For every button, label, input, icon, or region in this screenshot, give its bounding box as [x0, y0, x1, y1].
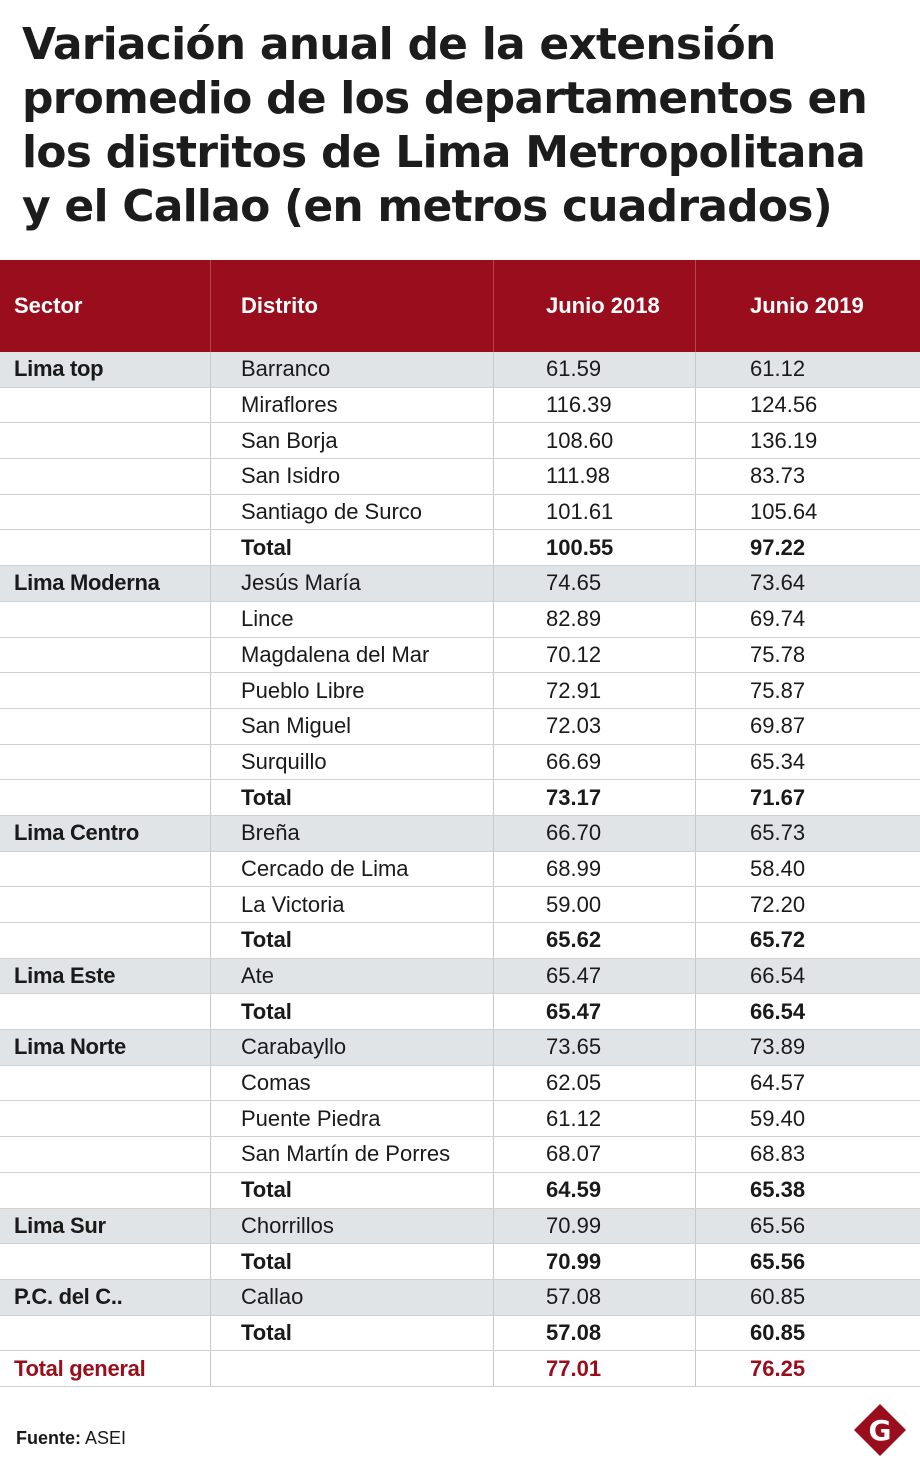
value-2019-cell: 75.78 [695, 638, 920, 673]
value-2018-cell: 70.99 [493, 1209, 695, 1244]
sector-cell [0, 638, 210, 673]
value-2019-cell: 66.54 [695, 959, 920, 994]
sector-cell [0, 923, 210, 958]
value-2019-cell: 73.64 [695, 566, 920, 601]
sector-cell: Lima top [14, 356, 104, 382]
value-2018-cell: 108.60 [493, 423, 695, 458]
source-label: Fuente: [16, 1428, 81, 1448]
table-row [0, 816, 920, 852]
distrito-cell: Chorrillos [210, 1209, 493, 1244]
value-2019-cell: 124.56 [695, 388, 920, 423]
value-2019-cell: 60.85 [695, 1280, 920, 1315]
column-header-junio-2019: Junio 2019 [695, 260, 920, 352]
table-row [0, 1280, 920, 1316]
value-2019-cell: 69.87 [695, 709, 920, 744]
sector-cell [0, 388, 210, 423]
sector-cell [0, 530, 210, 565]
sector-cell: Total general [14, 1355, 146, 1381]
data-table [0, 260, 920, 1387]
value-2018-cell: 72.91 [493, 673, 695, 708]
sector-cell [0, 495, 210, 530]
distrito-cell: Comas [210, 1066, 493, 1101]
value-2019-cell: 65.34 [695, 745, 920, 780]
table-row [0, 709, 920, 745]
sector-cell [0, 745, 210, 780]
distrito-cell: Breña [210, 816, 493, 851]
table-row [0, 388, 920, 424]
value-2018-cell: 65.62 [493, 923, 695, 958]
value-2019-cell: 73.89 [695, 1030, 920, 1065]
total-row [0, 530, 920, 566]
gestion-logo-icon [852, 1402, 908, 1458]
distrito-cell: Santiago de Surco [210, 495, 493, 530]
table-row [0, 745, 920, 781]
distrito-cell: Carabayllo [210, 1030, 493, 1065]
value-2019-cell: 71.67 [695, 780, 920, 815]
title-line: los distritos de Lima Metropolitana [22, 127, 866, 178]
value-2019-cell: 69.74 [695, 602, 920, 637]
sector-cell [0, 1316, 210, 1351]
sector-cell: Lima Norte [14, 1034, 126, 1060]
value-2018-cell: 57.08 [493, 1280, 695, 1315]
value-2018-cell: 100.55 [493, 530, 695, 565]
title-line: Variación anual de la extensión [22, 19, 776, 70]
value-2019-cell: 97.22 [695, 530, 920, 565]
value-2018-cell: 72.03 [493, 709, 695, 744]
sector-cell [0, 602, 210, 637]
distrito-cell: Cercado de Lima [210, 852, 493, 887]
value-2019-cell: 61.12 [695, 352, 920, 387]
distrito-cell: San Borja [210, 423, 493, 458]
value-2018-cell: 70.99 [493, 1244, 695, 1279]
sector-cell [0, 1244, 210, 1279]
chart-title [22, 18, 902, 234]
value-2018-cell: 70.12 [493, 638, 695, 673]
table-row [0, 602, 920, 638]
column-header-sector: Sector [14, 293, 83, 318]
value-2019-cell: 68.83 [695, 1137, 920, 1172]
value-2019-cell: 60.85 [695, 1316, 920, 1351]
value-2018-cell: 66.70 [493, 816, 695, 851]
value-2018-cell: 66.69 [493, 745, 695, 780]
value-2019-cell: 105.64 [695, 495, 920, 530]
table-row [0, 1101, 920, 1137]
distrito-cell: Magdalena del Mar [210, 638, 493, 673]
value-2019-cell: 75.87 [695, 673, 920, 708]
value-2018-cell: 65.47 [493, 994, 695, 1029]
table-row [0, 673, 920, 709]
value-2019-cell: 65.73 [695, 816, 920, 851]
sector-cell [0, 852, 210, 887]
value-2018-cell: 74.65 [493, 566, 695, 601]
table-row [0, 852, 920, 888]
table-row [0, 459, 920, 495]
distrito-cell: Total [210, 1316, 493, 1351]
value-2019-cell: 58.40 [695, 852, 920, 887]
value-2019-cell: 59.40 [695, 1101, 920, 1136]
value-2019-cell: 72.20 [695, 887, 920, 922]
value-2019-cell: 65.38 [695, 1173, 920, 1208]
title-line: y el Callao (en metros cuadrados) [22, 181, 832, 232]
distrito-cell: Total [210, 1173, 493, 1208]
value-2018-cell: 57.08 [493, 1316, 695, 1351]
distrito-cell: Miraflores [210, 388, 493, 423]
distrito-cell: Lince [210, 602, 493, 637]
value-2018-cell: 73.65 [493, 1030, 695, 1065]
value-2018-cell: 65.47 [493, 959, 695, 994]
total-row [0, 1244, 920, 1280]
distrito-cell: San Isidro [210, 459, 493, 494]
sector-cell [0, 994, 210, 1029]
distrito-cell: Pueblo Libre [210, 673, 493, 708]
sector-cell [0, 887, 210, 922]
table-header [0, 260, 920, 352]
column-header-junio-2018: Junio 2018 [493, 260, 695, 352]
value-2019-cell: 83.73 [695, 459, 920, 494]
value-2019-cell: 66.54 [695, 994, 920, 1029]
distrito-cell: Barranco [210, 352, 493, 387]
value-2019-cell: 76.25 [695, 1351, 920, 1386]
value-2018-cell: 62.05 [493, 1066, 695, 1101]
value-2018-cell: 77.01 [493, 1351, 695, 1386]
sector-cell: Lima Sur [14, 1212, 106, 1238]
value-2018-cell: 64.59 [493, 1173, 695, 1208]
sector-cell [0, 780, 210, 815]
total-row [0, 923, 920, 959]
logo-letter: G [868, 1414, 892, 1447]
table-row [0, 566, 920, 602]
value-2018-cell: 61.12 [493, 1101, 695, 1136]
distrito-cell: Puente Piedra [210, 1101, 493, 1136]
distrito-cell: Total [210, 1244, 493, 1279]
value-2018-cell: 111.98 [493, 459, 695, 494]
total-row [0, 780, 920, 816]
value-2018-cell: 68.07 [493, 1137, 695, 1172]
value-2019-cell: 65.56 [695, 1244, 920, 1279]
distrito-cell: Surquillo [210, 745, 493, 780]
sector-cell [0, 1066, 210, 1101]
table-row [0, 887, 920, 923]
sector-cell [0, 459, 210, 494]
sector-cell [0, 709, 210, 744]
table-row [0, 959, 920, 995]
table-row [0, 638, 920, 674]
sector-cell [0, 1101, 210, 1136]
value-2018-cell: 82.89 [493, 602, 695, 637]
value-2019-cell: 136.19 [695, 423, 920, 458]
total-row [0, 994, 920, 1030]
value-2018-cell: 73.17 [493, 780, 695, 815]
distrito-cell: Total [210, 994, 493, 1029]
value-2018-cell: 101.61 [493, 495, 695, 530]
source-note [16, 1428, 126, 1449]
value-2018-cell: 116.39 [493, 388, 695, 423]
sector-cell: Lima Centro [14, 820, 140, 846]
distrito-cell: La Victoria [210, 887, 493, 922]
distrito-cell [210, 1351, 493, 1386]
sector-cell: Lima Este [14, 963, 116, 989]
distrito-cell: Callao [210, 1280, 493, 1315]
total-row [0, 1173, 920, 1209]
sector-cell [0, 1173, 210, 1208]
table-row [0, 1030, 920, 1066]
table-row [0, 423, 920, 459]
distrito-cell: Total [210, 923, 493, 958]
column-header-distrito: Distrito [210, 260, 493, 352]
sector-cell [0, 673, 210, 708]
table-row [0, 1066, 920, 1102]
sector-cell: Lima Moderna [14, 570, 160, 596]
distrito-cell: San Martín de Porres [210, 1137, 493, 1172]
value-2019-cell: 65.72 [695, 923, 920, 958]
table-row [0, 495, 920, 531]
distrito-cell: Ate [210, 959, 493, 994]
table-row [0, 352, 920, 388]
distrito-cell: Total [210, 780, 493, 815]
sector-cell [0, 423, 210, 458]
table-body [0, 352, 920, 1387]
table-row [0, 1137, 920, 1173]
distrito-cell: San Miguel [210, 709, 493, 744]
table-row [0, 1209, 920, 1245]
value-2018-cell: 68.99 [493, 852, 695, 887]
sector-cell: P.C. del C.. [14, 1284, 123, 1310]
source-value: ASEI [85, 1428, 127, 1448]
total-general-row [0, 1351, 920, 1387]
value-2019-cell: 64.57 [695, 1066, 920, 1101]
distrito-cell: Total [210, 530, 493, 565]
sector-cell [0, 1137, 210, 1172]
value-2019-cell: 65.56 [695, 1209, 920, 1244]
value-2018-cell: 61.59 [493, 352, 695, 387]
value-2018-cell: 59.00 [493, 887, 695, 922]
distrito-cell: Jesús María [210, 566, 493, 601]
title-line: promedio de los departamentos en [22, 73, 868, 124]
total-row [0, 1316, 920, 1352]
